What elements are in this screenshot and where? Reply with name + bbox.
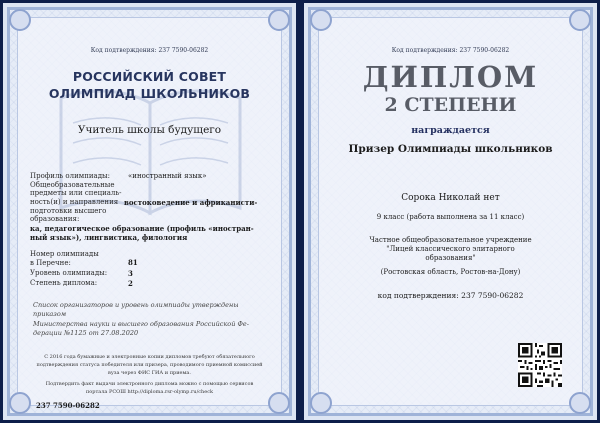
degree-label: Степень диплома: [30, 279, 98, 287]
awarded-label: награждается [411, 125, 490, 136]
qr-code-icon [518, 343, 562, 387]
diploma-right-page [304, 3, 597, 420]
corner-ornament-icon [310, 9, 332, 31]
prize-title: Призер Олимпиады школьников [348, 143, 553, 155]
subjects-label: предметы или специаль- [30, 189, 122, 197]
school-name: "Лицей классического элитарного [386, 245, 515, 253]
legal-note: С 2016 года бумажные и электронные копии дипломов требуют обязательного [44, 354, 255, 360]
corner-ornament-icon [9, 392, 31, 414]
school-name: Частное общеобразовательное учреждение [369, 236, 532, 244]
corner-ornament-icon [569, 392, 591, 414]
italic-note: дерации №1125 от 27.08.2020 [33, 329, 139, 337]
subjects-label: подготовки высшего [30, 207, 107, 215]
legal-note: подтверждения статуса победителя или призера, проводимого приемной комиссией [36, 362, 263, 368]
legal-note: Подтвердить факт выдачи электронного диплома можно с помощью сервисов [45, 381, 254, 387]
corner-ornament-icon [569, 9, 591, 31]
number-label: Номер олимпиады [30, 250, 99, 258]
legal-note: вуза через ФИС ГИА и приема. [108, 370, 191, 376]
subjects-label: Общеобразовательные [30, 181, 115, 189]
number-label: в Перечне: [30, 259, 71, 267]
diploma-left-page [3, 3, 296, 420]
legal-note: портала РСОШ http://diploma.rsr-olymp.ru/check [85, 389, 214, 395]
profile-label: Профиль олимпиады: [30, 172, 110, 180]
confirmation-code-footer: 237 7590-06282 [36, 401, 100, 410]
subjects-value: востоковедение и африканисти- [124, 198, 258, 207]
subjects-label: ность(и) и направления [30, 198, 119, 206]
corner-ornament-icon [268, 392, 290, 414]
confirmation-code: код подтверждения: 237 7590-06282 [377, 291, 524, 300]
italic-note: Министерства науки и высшего образования Российской Фе- [33, 320, 249, 328]
school-name: образования" [425, 254, 476, 262]
italic-note: приказом [33, 310, 67, 318]
level-value: 3 [128, 269, 133, 278]
olympiad-title: Учитель школы будущего [77, 124, 222, 136]
subjects-label: образования: [30, 215, 80, 223]
recipient-name: Сорока Николай нет [401, 193, 500, 203]
subjects-value: ный язык»), лингвистика, филология [30, 233, 188, 242]
corner-ornament-icon [268, 9, 290, 31]
degree-value: 2 [128, 279, 133, 288]
diploma-title: ДИПЛОМ [362, 60, 539, 94]
grade-info: 9 класс (работа выполнена за 11 класс) [376, 213, 525, 221]
level-label: Уровень олимпиады: [30, 269, 108, 277]
subjects-value: ка, педагогическое образование (профиль «иностран- [30, 224, 254, 233]
confirmation-code-header: Код подтверждения: 237 7590-06282 [90, 47, 209, 54]
confirmation-code-header: Код подтверждения: 237 7590-06282 [391, 47, 510, 54]
profile-value: «иностранный язык» [128, 172, 207, 180]
org-name-line1: РОССИЙСКИЙ СОВЕТ [72, 69, 227, 84]
degree-title: 2 СТЕПЕНИ [384, 94, 517, 116]
corner-ornament-icon [9, 9, 31, 31]
number-value: 81 [128, 258, 138, 267]
org-name-line2: ОЛИМПИАД ШКОЛЬНИКОВ [48, 86, 251, 101]
corner-ornament-icon [310, 392, 332, 414]
italic-note: Список организаторов и уровень олимпиады утверждены [33, 301, 239, 309]
school-region: (Ростовская область, Ростов-на-Дону) [380, 268, 521, 276]
